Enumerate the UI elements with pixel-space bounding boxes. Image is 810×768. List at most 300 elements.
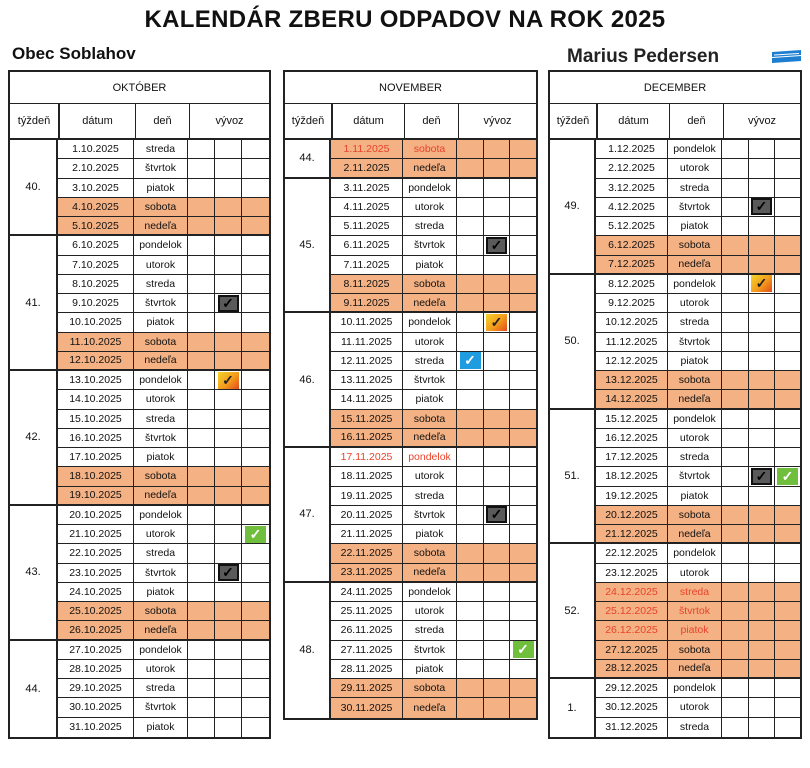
date-cell: 20.12.2025 (596, 506, 668, 524)
pickup-cell (775, 236, 800, 254)
pickup-cell (457, 448, 484, 466)
pickup-cell (242, 506, 269, 524)
day-name-cell: piatok (134, 313, 188, 331)
pickup-cell (749, 698, 775, 716)
pickup-cell (188, 217, 215, 234)
pickup-cell (242, 198, 269, 216)
pickup-cell (722, 179, 749, 197)
day-row (58, 448, 269, 467)
day-row (596, 544, 800, 563)
black-pickup-check-icon: ✓ (218, 564, 239, 581)
pickup-cell (510, 506, 536, 524)
day-row (596, 410, 800, 429)
date-cell: 5.12.2025 (596, 217, 668, 235)
pickup-cell (510, 698, 536, 717)
date-cell: 20.10.2025 (58, 506, 134, 524)
pickup-cell (484, 179, 510, 197)
day-row (58, 564, 269, 583)
day-name-cell: štvrtok (668, 467, 722, 485)
day-row (331, 236, 536, 255)
date-cell: 17.11.2025 (331, 448, 403, 466)
date-cell: 28.12.2025 (596, 660, 668, 677)
pickup-cell (510, 333, 536, 351)
day-row (331, 660, 536, 679)
pickup-cell (457, 352, 484, 370)
pickup-cell (749, 313, 775, 331)
day-row (331, 698, 536, 717)
day-row (58, 487, 269, 506)
date-cell: 31.12.2025 (596, 718, 668, 737)
day-rows (596, 140, 800, 737)
pickup-cell (215, 564, 242, 582)
pickup-cell (457, 660, 484, 678)
day-name-cell: nedeľa (403, 159, 457, 176)
date-cell: 28.11.2025 (331, 660, 403, 678)
day-row (331, 641, 536, 660)
date-cell: 7.10.2025 (58, 256, 134, 274)
pickup-cell (484, 641, 510, 659)
day-name-cell: piatok (403, 660, 457, 678)
day-row (331, 544, 536, 563)
pickup-cell (510, 256, 536, 274)
date-cell: 24.12.2025 (596, 583, 668, 601)
pickup-cell (188, 718, 215, 737)
pickup-cell (749, 294, 775, 312)
day-name-cell: sobota (403, 544, 457, 562)
pickup-cell (510, 217, 536, 235)
black-pickup-check-icon: ✓ (751, 198, 772, 215)
week-number: 43. (10, 506, 56, 641)
day-row (331, 429, 536, 448)
pickup-cell (484, 256, 510, 274)
date-cell: 3.10.2025 (58, 179, 134, 197)
pickup-cell (457, 333, 484, 351)
day-name-cell: štvrtok (403, 506, 457, 524)
pickup-cell (215, 333, 242, 351)
day-name-cell: piatok (668, 621, 722, 639)
day-row (596, 660, 800, 679)
day-row (58, 467, 269, 486)
day-row (331, 583, 536, 602)
day-row (596, 179, 800, 198)
pickup-cell (722, 544, 749, 562)
pickup-cell (484, 313, 510, 331)
pickup-cell (510, 467, 536, 485)
pickup-cell (484, 525, 510, 543)
day-name-cell: pondelok (668, 275, 722, 293)
date-cell: 11.10.2025 (58, 333, 134, 351)
day-row (58, 621, 269, 640)
day-name-cell: streda (134, 544, 188, 562)
pickup-cell (242, 679, 269, 697)
day-row (331, 390, 536, 409)
pickup-cell (188, 179, 215, 197)
pickup-cell (242, 718, 269, 737)
pickup-cell (484, 679, 510, 697)
pickup-cell (188, 140, 215, 158)
pickup-cell (749, 718, 775, 737)
pickup-cell (242, 525, 269, 543)
pickup-cell (242, 641, 269, 659)
date-cell: 25.12.2025 (596, 602, 668, 620)
week-number: 52. (550, 544, 594, 679)
pickup-cell (188, 544, 215, 562)
pickup-cell (215, 236, 242, 254)
day-name-cell: sobota (134, 602, 188, 620)
company-name: Marius Pedersen (567, 46, 720, 67)
date-cell: 2.11.2025 (331, 159, 403, 176)
pickup-cell (510, 525, 536, 543)
day-name-cell: štvrtok (134, 698, 188, 716)
day-row (331, 313, 536, 332)
pickup-cell (215, 352, 242, 369)
date-cell: 22.12.2025 (596, 544, 668, 562)
pickup-cell (775, 256, 800, 273)
page-title: KALENDÁR ZBERU ODPADOV NA ROK 2025 (144, 6, 666, 33)
pickup-cell (188, 410, 215, 428)
date-cell: 4.10.2025 (58, 198, 134, 216)
yellow-pickup-check-icon: ✓ (751, 275, 772, 292)
date-cell: 27.12.2025 (596, 641, 668, 659)
week-number: 44. (285, 140, 329, 179)
day-row (596, 313, 800, 332)
pickup-cell (215, 371, 242, 389)
pickup-cell (242, 410, 269, 428)
date-cell: 1.11.2025 (331, 140, 403, 158)
date-cell: 8.11.2025 (331, 275, 403, 293)
day-row (331, 467, 536, 486)
date-cell: 24.10.2025 (58, 583, 134, 601)
date-cell: 25.11.2025 (331, 602, 403, 620)
date-cell: 26.10.2025 (58, 621, 134, 638)
pickup-cell (242, 660, 269, 678)
pickup-cell (242, 621, 269, 638)
pickup-cell (722, 583, 749, 601)
day-row (596, 140, 800, 159)
pickup-cell (242, 352, 269, 369)
pickup-cell (215, 583, 242, 601)
date-cell: 9.10.2025 (58, 294, 134, 312)
pickup-cell (510, 294, 536, 311)
date-cell: 26.12.2025 (596, 621, 668, 639)
day-name-cell: utorok (403, 198, 457, 216)
date-cell: 22.11.2025 (331, 544, 403, 562)
day-name-cell: streda (403, 487, 457, 505)
date-cell: 15.12.2025 (596, 410, 668, 428)
day-row (331, 140, 536, 159)
day-name-cell: sobota (134, 333, 188, 351)
pickup-cell (775, 179, 800, 197)
day-row (596, 564, 800, 583)
day-row (331, 679, 536, 698)
pickup-cell (484, 410, 510, 428)
day-row (58, 217, 269, 236)
day-name-cell: nedeľa (134, 487, 188, 504)
date-cell: 2.10.2025 (58, 159, 134, 177)
date-cell: 3.11.2025 (331, 179, 403, 197)
pickup-cell (484, 544, 510, 562)
day-name-cell: piatok (403, 256, 457, 274)
pickup-cell (510, 448, 536, 466)
week-column (10, 140, 58, 737)
month-table-december (548, 70, 802, 739)
yellow-pickup-check-icon: ✓ (486, 314, 507, 331)
pickup-cell (722, 410, 749, 428)
pickup-cell (722, 564, 749, 582)
pickup-cell (749, 506, 775, 524)
pickup-cell (242, 698, 269, 716)
date-cell: 23.11.2025 (331, 564, 403, 581)
month-table-october (8, 70, 271, 739)
date-cell: 25.10.2025 (58, 602, 134, 620)
pickup-cell (242, 140, 269, 158)
date-cell: 1.10.2025 (58, 140, 134, 158)
pickup-cell (188, 429, 215, 447)
month-table-november (283, 70, 538, 720)
date-cell: 28.10.2025 (58, 660, 134, 678)
pickup-cell (749, 583, 775, 601)
pickup-cell (722, 217, 749, 235)
day-row (596, 679, 800, 698)
day-row (596, 602, 800, 621)
pickup-cell (242, 448, 269, 466)
pickup-cell (242, 313, 269, 331)
day-row (331, 448, 536, 467)
pickup-cell (215, 448, 242, 466)
day-row (58, 390, 269, 409)
day-row (596, 487, 800, 506)
day-name-cell: nedeľa (134, 217, 188, 234)
pickup-cell (775, 621, 800, 639)
day-row (331, 159, 536, 178)
pickup-cell (457, 159, 484, 176)
black-pickup-check-icon: ✓ (218, 295, 239, 312)
pickup-cell (510, 679, 536, 697)
pickup-cell (484, 583, 510, 601)
date-cell: 9.12.2025 (596, 294, 668, 312)
pickup-cell (775, 410, 800, 428)
pickup-cell (188, 487, 215, 504)
pickup-cell (188, 583, 215, 601)
date-cell: 13.12.2025 (596, 371, 668, 389)
pickup-cell (484, 140, 510, 158)
pickup-cell (242, 275, 269, 293)
day-name-cell: piatok (134, 718, 188, 737)
pickup-cell (722, 313, 749, 331)
pickup-cell (510, 487, 536, 505)
pickup-cell (457, 275, 484, 293)
day-row (331, 275, 536, 294)
pickup-cell (775, 140, 800, 158)
pickup-cell (188, 275, 215, 293)
day-row (331, 564, 536, 583)
date-cell: 17.10.2025 (58, 448, 134, 466)
day-name-cell: piatok (134, 583, 188, 601)
pickup-cell (242, 236, 269, 254)
date-cell: 6.11.2025 (331, 236, 403, 254)
day-row (596, 352, 800, 371)
day-name-cell: sobota (668, 236, 722, 254)
pickup-cell (457, 294, 484, 311)
pickup-cell (188, 390, 215, 408)
pickup-cell (457, 544, 484, 562)
day-name-cell: streda (134, 275, 188, 293)
week-column (285, 140, 331, 718)
pickup-cell (215, 313, 242, 331)
date-cell: 27.10.2025 (58, 641, 134, 659)
pickup-cell (188, 525, 215, 543)
week-number: 51. (550, 410, 594, 545)
day-name-cell: streda (134, 679, 188, 697)
day-name-cell: pondelok (403, 313, 457, 331)
day-row (331, 179, 536, 198)
date-cell: 17.12.2025 (596, 448, 668, 466)
date-cell: 29.11.2025 (331, 679, 403, 697)
pickup-cell (215, 544, 242, 562)
pickup-cell (775, 294, 800, 312)
day-row (596, 698, 800, 717)
pickup-cell (722, 429, 749, 447)
header-date: dátum (333, 104, 405, 138)
date-cell: 30.11.2025 (331, 698, 403, 717)
pickup-cell (188, 236, 215, 254)
day-row (596, 583, 800, 602)
date-cell: 29.12.2025 (596, 679, 668, 697)
day-row (331, 217, 536, 236)
day-row (58, 256, 269, 275)
day-name-cell: sobota (403, 140, 457, 158)
day-row (331, 352, 536, 371)
day-name-cell: sobota (668, 371, 722, 389)
pickup-cell (484, 487, 510, 505)
municipality-name: Obec Soblahov (12, 44, 136, 63)
header-date: dátum (598, 104, 670, 138)
pickup-cell (188, 313, 215, 331)
day-name-cell: utorok (134, 525, 188, 543)
date-cell: 21.12.2025 (596, 525, 668, 542)
pickup-cell (510, 564, 536, 581)
pickup-cell (457, 217, 484, 235)
date-cell: 15.10.2025 (58, 410, 134, 428)
day-name-cell: štvrtok (403, 236, 457, 254)
day-name-cell: utorok (668, 564, 722, 582)
pickup-cell (215, 467, 242, 485)
day-rows (58, 140, 269, 737)
date-cell: 16.11.2025 (331, 429, 403, 446)
pickup-cell (484, 159, 510, 176)
pickup-cell (188, 371, 215, 389)
month-name: OKTÓBER (10, 72, 269, 104)
pickup-cell (457, 390, 484, 408)
day-name-cell: nedeľa (668, 660, 722, 677)
pickup-cell (775, 525, 800, 542)
week-number: 49. (550, 140, 594, 275)
pickup-cell (775, 448, 800, 466)
date-cell: 22.10.2025 (58, 544, 134, 562)
pickup-cell (242, 487, 269, 504)
day-name-cell: sobota (134, 198, 188, 216)
pickup-cell (242, 256, 269, 274)
pickup-cell (722, 140, 749, 158)
date-cell: 19.12.2025 (596, 487, 668, 505)
pickup-cell (484, 564, 510, 581)
day-name-cell: nedeľa (403, 429, 457, 446)
day-name-cell: utorok (134, 390, 188, 408)
date-cell: 6.12.2025 (596, 236, 668, 254)
day-name-cell: nedeľa (403, 564, 457, 581)
date-cell: 30.10.2025 (58, 698, 134, 716)
pickup-cell (722, 525, 749, 542)
day-row (596, 467, 800, 486)
week-number: 1. (567, 701, 577, 714)
date-cell: 10.12.2025 (596, 313, 668, 331)
pickup-cell (749, 179, 775, 197)
day-name-cell: streda (134, 410, 188, 428)
day-name-cell: streda (403, 621, 457, 639)
pickup-cell (722, 506, 749, 524)
date-cell: 13.10.2025 (58, 371, 134, 389)
date-cell: 6.10.2025 (58, 236, 134, 254)
header-pickup: vývoz (215, 115, 244, 127)
pickup-cell (215, 140, 242, 158)
pickup-cell (457, 467, 484, 485)
day-row (58, 698, 269, 717)
pickup-cell (188, 333, 215, 351)
day-row (596, 390, 800, 409)
day-row (596, 371, 800, 390)
pickup-cell (775, 641, 800, 659)
header-day: deň (136, 104, 190, 138)
pickup-cell (188, 506, 215, 524)
pickup-cell (215, 660, 242, 678)
black-pickup-check-icon: ✓ (486, 237, 507, 254)
day-name-cell: streda (668, 313, 722, 331)
pickup-cell (215, 487, 242, 504)
day-row (58, 506, 269, 525)
pickup-cell (775, 467, 800, 485)
pickup-cell (749, 641, 775, 659)
pickup-cell (775, 544, 800, 562)
day-row (596, 448, 800, 467)
pickup-cell (510, 544, 536, 562)
week-number: 47. (285, 448, 329, 583)
day-row (331, 602, 536, 621)
pickup-cell (775, 159, 800, 177)
date-cell: 14.12.2025 (596, 390, 668, 407)
pickup-cell (775, 217, 800, 235)
pickup-cell (749, 275, 775, 293)
day-name-cell: piatok (134, 179, 188, 197)
day-row (58, 544, 269, 563)
pickup-cell (749, 448, 775, 466)
pickup-cell (484, 467, 510, 485)
day-row (331, 294, 536, 313)
pickup-cell (510, 179, 536, 197)
week-number: 46. (285, 313, 329, 448)
week-number: 48. (299, 644, 315, 657)
day-name-cell: štvrtok (403, 641, 457, 659)
day-row (596, 525, 800, 544)
day-name-cell: pondelok (668, 544, 722, 562)
pickup-cell (242, 217, 269, 234)
date-cell: 1.12.2025 (596, 140, 668, 158)
day-row (331, 371, 536, 390)
day-name-cell: piatok (403, 525, 457, 543)
pickup-cell (510, 660, 536, 678)
pickup-cell (510, 429, 536, 446)
day-name-cell: štvrtok (134, 564, 188, 582)
month-body (550, 140, 800, 737)
